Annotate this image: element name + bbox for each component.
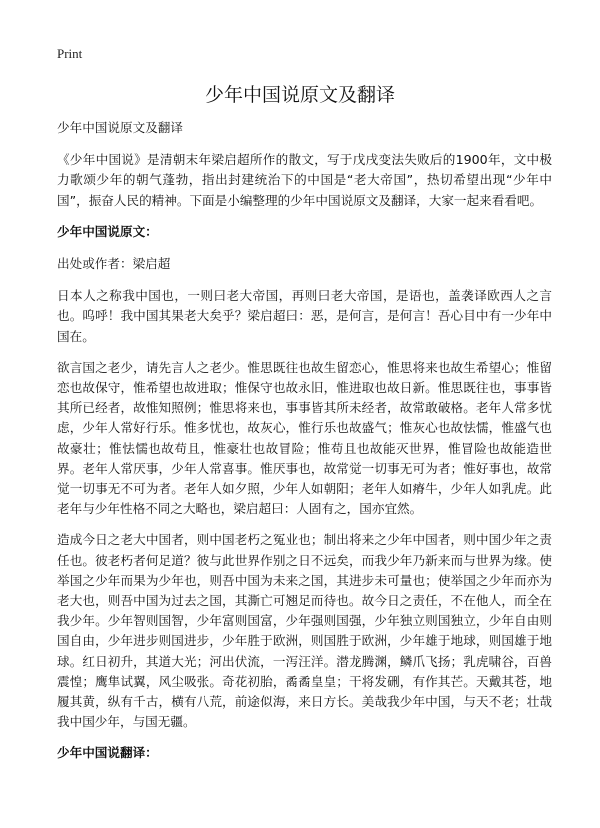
page-title: 少年中国说原文及翻译 — [204, 84, 395, 106]
author-line: 出处或作者：梁启超 — [57, 256, 171, 272]
article-subtitle: 少年中国说原文及翻译 — [57, 120, 183, 135]
text-paragraph: 造成今日之老大中国者，则中国老朽之冤业也；制出将来之少年中国者，则中国少年之责任也。彼老朽者何足道？彼与此世界作别之日不远矣，而我少年乃新来而与世界为缘。使举国之少年而果为少年也，则吾中国为未来之国，其进步未可量也；使举国之少年而亦为老大也，则吾中国为过去之国，其澌亡可翘足而待也。故今日之责任，不在他人，而全在我少年。少年智则国智，少年富则国富，少年强则国强，少年独立则国独立，少年自由则国自由，少年进步则国进步，少年胜于欧洲，则国胜于欧洲，少年雄于地球，则国雄于地球。红日初升，其道大光；河出伏流，一泻汪洋。潜龙腾渊，鳞爪飞扬；乳虎啸谷，百兽震惶；鹰隼试翼，风尘吸张。奇花初胎，矞矞皇皇；干将发硎，有作其芒。天戴其苍，地履其黄，纵有千古，横有八荒，前途似海，来日方长。美哉我少年中国，与天不老；壮哉我中国少年，与国无疆。 — [57, 532, 552, 730]
translation-heading: 少年中国说翻译： — [57, 745, 158, 761]
original-text-heading: 少年中国说原文： — [57, 223, 158, 239]
article-body — [57, 118, 552, 776]
print-link[interactable]: Print — [57, 46, 83, 61]
intro-paragraph: 《少年中国说》是清朝末年梁启超所作的散文，写于戊戌变法失败后的1900年，文中极力歌颂少年的朝气蓬勃，指出封建统治下的中国是“老大帝国”，热切希望出现“少年中国”，振奋人民的精神。下面是小编整理的少年中国说原文及翻译，大家一起来看看吧。 — [57, 152, 552, 208]
text-paragraph: 日本人之称我中国也，一则曰老大帝国，再则曰老大帝国，是语也，盖袭译欧西人之言也。呜呼！我中国其果老大矣乎？梁启超曰：恶，是何言，是何言！吾心目中有一少年中国在。 — [57, 288, 552, 344]
text-paragraph: 欲言国之老少，请先言人之老少。惟思既往也故生留恋心，惟思将来也故生希望心；惟留恋也故保守，惟希望也故进取；惟保守也故永旧，惟进取也故日新。惟思既往也，事事皆其所已经者，故惟知照例；惟思将来也，事事皆其所未经者，故常敢破格。老年人常多忧虑，少年人常好行乐。惟多忧也，故灰心，惟行乐也故盛气；惟灰心也故怯懦，惟盛气也故豪壮；惟怯懦也故苟且，惟豪壮也故冒险；惟苟且也故能灭世界，惟冒险也故能造世界。老年人常厌事，少年人常喜事。惟厌事也，故常觉一切事无可为者；惟好事也，故常觉一切事无不可为者。老年人如夕照，少年人如朝阳；老年人如瘠牛，少年人如乳虎。此老年与少年性格不同之大略也，梁启超曰：人固有之，国亦宜然。 — [57, 359, 552, 517]
